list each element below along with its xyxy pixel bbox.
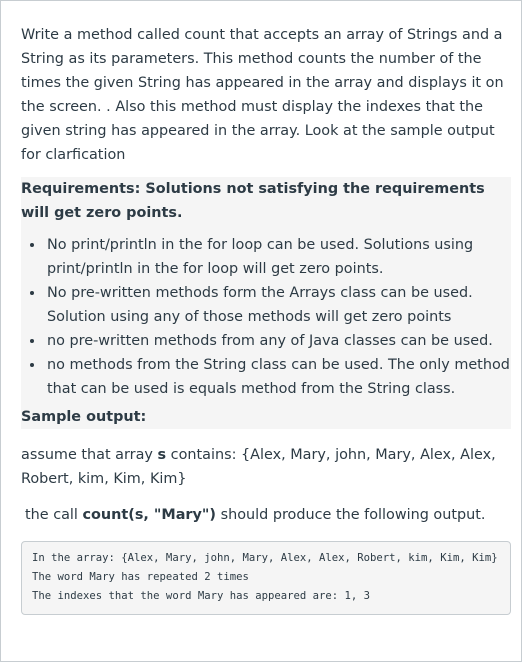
assume-paragraph [21, 443, 511, 491]
requirement-item: • No pre-written methods form the Arrays class can be used. Solution using any of those methods will get zero points [45, 281, 511, 329]
call-prefix: the call [25, 507, 83, 523]
output-line: The indexes that the word Mary has appeared are: 1, 3 [32, 590, 371, 602]
sample-output-code-block [21, 541, 511, 615]
requirements-block [21, 177, 511, 429]
array-variable: s [157, 447, 167, 463]
intro-paragraph: Write a method called count that accepts an array of Strings and a String as its parameters. This method counts the number of the times the given String has appeared in the array and displays it on the screen. . Also this method must display the indexes that the given string has appeared in the array. Look at the sample output for clarfication [21, 27, 504, 163]
assume-suffix: contains: {Alex, Mary, john, Mary, Alex, Alex, Robert, kim, Kim, Kim} [21, 447, 496, 487]
requirement-item: • No print/println in the for loop can be used. Solutions using print/println in the for loop will get zero points. [45, 233, 511, 281]
sample-output-heading: Sample output: [21, 409, 147, 425]
call-paragraph [21, 503, 511, 527]
output-line: The word Mary has repeated 2 times [32, 571, 249, 583]
question-content [21, 23, 511, 615]
requirements-list [21, 233, 511, 401]
output-line: In the array: {Alex, Mary, john, Mary, Alex, Alex, Robert, kim, Kim, Kim} [32, 552, 498, 564]
requirements-heading: Requirements: Solutions not satisfying the requirements will get zero points. [21, 181, 485, 221]
requirement-item: • no pre-written methods from any of Java classes can be used. [45, 329, 511, 353]
requirement-item: • no methods from the String class can be used. The only method that can be used is equals method from the String class. [45, 353, 511, 401]
call-code: count(s, "Mary") [82, 507, 216, 523]
assume-prefix: assume that array [21, 447, 158, 463]
call-suffix: should produce the following output. [216, 507, 486, 523]
